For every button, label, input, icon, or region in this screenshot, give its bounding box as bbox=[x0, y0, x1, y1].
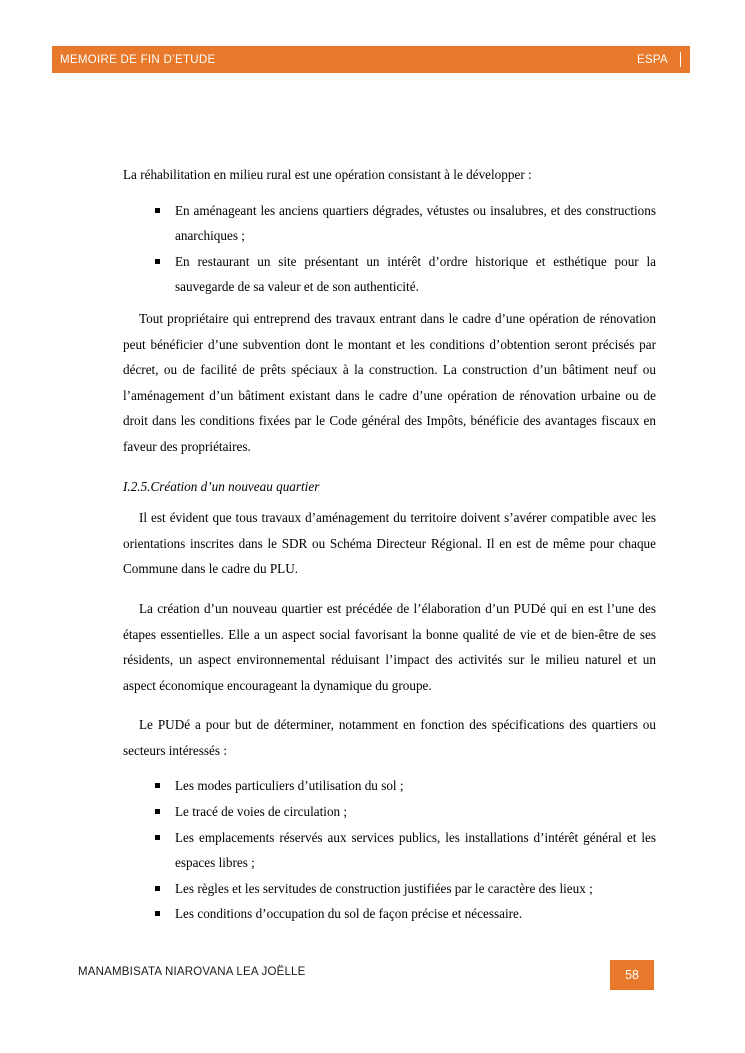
document-body bbox=[123, 162, 656, 927]
list-item-text: Les règles et les servitudes de construction justifiées par le caractère des lieux ; bbox=[175, 880, 593, 896]
bullet-list-pude bbox=[123, 773, 656, 927]
list-item bbox=[155, 799, 656, 825]
footer-author: MANAMBISATA NIAROVANA LEA JOËLLE bbox=[78, 966, 306, 978]
bullet-square-icon bbox=[155, 886, 160, 891]
header-divider-tick bbox=[680, 52, 681, 67]
bullet-square-icon bbox=[155, 809, 160, 814]
paragraph-creation-quartier: La création d’un nouveau quartier est précédée de l’élaboration d’un PUDé qui en est l’une des étapes essentielles. Elle a un aspect social favorisant la bonne qualité de vie et de bien-être de ses résidents, un aspect environnemental réduisant l’impact des activités sur le milieu naturel et un aspect économique encourageant la dynamique du groupe. bbox=[123, 600, 656, 693]
paragraph-renovation: Tout propriétaire qui entreprend des travaux entrant dans le cadre d’une opération de rénovation peut bénéficier d’une subvention dont le montant et les conditions d’obtention seront précisés par décret, ou de facilité de prêts spéciaux à la construction. La construction d’un bâtiment neuf ou l’aménagement d’un bâtiment existant dans le cadre d’une opération de rénovation urbaine ou de droit dans les conditions fixées par le Code général des Impôts, bénéficie des avantages fiscaux en faveur des propriétaires. bbox=[123, 310, 656, 454]
header-institution: ESPA bbox=[636, 53, 668, 66]
bullet-list-rehabilitation bbox=[123, 198, 656, 300]
list-item-text: En aménageant les anciens quartiers dégrades, vétustes ou insalubres, et des constructions anarchiques ; bbox=[175, 202, 656, 244]
list-item-text: En restaurant un site présentant un intérêt d’ordre historique et esthétique pour la sauvegarde de sa valeur et de son authenticité. bbox=[175, 253, 656, 295]
list-item bbox=[155, 249, 656, 300]
bullet-square-icon bbox=[155, 259, 160, 264]
list-item-text: Les modes particuliers d’utilisation du sol ; bbox=[175, 778, 404, 794]
header-document-title: MEMOIRE DE FIN D’ETUDE bbox=[60, 53, 216, 66]
intro-paragraph: La réhabilitation en milieu rural est une opération consistant à le développer : bbox=[123, 167, 532, 182]
paragraph-pude-but: Le PUDé a pour but de déterminer, notamment en fonction des spécifications des quartiers ou secteurs intéressés : bbox=[123, 717, 656, 758]
paragraph-amenagement: Il est évident que tous travaux d’aménagement du territoire doivent s’avérer compatible avec les orientations inscrites dans le SDR ou Schéma Directeur Régional. Il en est de même pour chaque Commune dans le cadre du PLU. bbox=[123, 510, 656, 577]
bullet-square-icon bbox=[155, 783, 160, 788]
page-header bbox=[52, 46, 690, 73]
list-item bbox=[155, 901, 656, 927]
bullet-square-icon bbox=[155, 911, 160, 916]
list-item-text: Les emplacements réservés aux services publics, les installations d’intérêt général et les espaces libres ; bbox=[175, 829, 656, 871]
section-heading: I.2.5.Création d’un nouveau quartier bbox=[123, 478, 320, 494]
bullet-square-icon bbox=[155, 835, 160, 840]
list-item bbox=[155, 773, 656, 799]
list-item-text: Le tracé de voies de circulation ; bbox=[175, 804, 348, 820]
list-item bbox=[155, 198, 656, 249]
bullet-square-icon bbox=[155, 208, 160, 213]
list-item-text: Les conditions d’occupation du sol de façon précise et nécessaire. bbox=[175, 906, 523, 922]
list-item bbox=[155, 825, 656, 876]
page-number-badge: 58 bbox=[610, 960, 654, 990]
list-item bbox=[155, 876, 656, 902]
